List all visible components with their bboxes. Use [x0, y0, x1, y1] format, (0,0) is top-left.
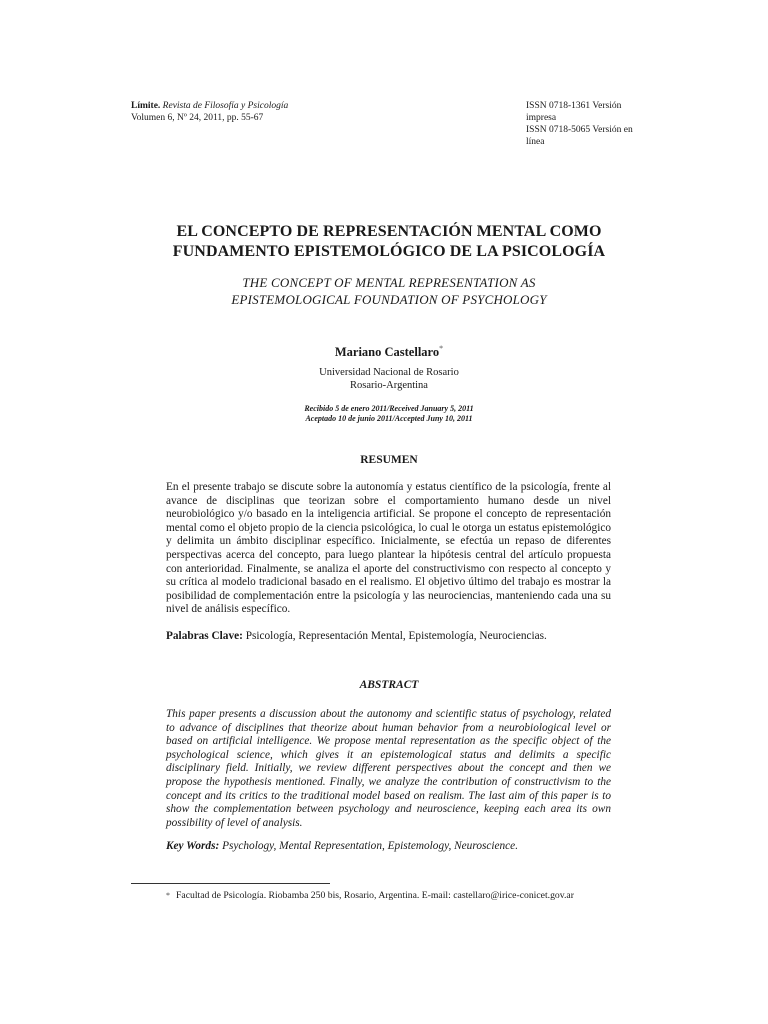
footnote-divider — [131, 883, 330, 884]
keywords-spanish — [166, 629, 611, 643]
keywords-english-list: Psychology, Mental Representation, Epistemology, Neuroscience. — [222, 840, 519, 852]
journal-title — [131, 100, 288, 112]
author — [131, 344, 647, 360]
resumen-heading: RESUMEN — [360, 454, 418, 466]
issn-online: ISSN 0718-5065 Versión en línea — [526, 125, 633, 147]
title-spanish — [131, 222, 647, 262]
resumen-text: En el presente trabajo se discute sobre la autonomía y estatus científico de la psicología, frente al avance de disciplinas que teorizan sobre el comportamiento humano desde un nivel neurobiológico y/o basado en la inteligencia artificial. Se propone el concepto de representación mental como el objeto propio de la ciencia psicológica, lo cual le otorga un estatus epistemológico y delimita un ámbito disciplinar específico. Inicialmente, se efectúa un repaso de diferentes perspectivas acerca del concepto, para luego plantear la hipótesis central del artículo propuesta con anterioridad. Finalmente, se analiza el aporte del constructivismo con respecto al concepto y su crítica al modelo tradicional basado en el realismo. El objetivo último del trabajo es mostrar la posibilidad de complementación entre la psicología y las neurociencias, manteniendo cada una su nivel de análisis específico. — [166, 481, 611, 616]
title-english — [131, 274, 647, 308]
keywords-spanish-label: Palabras Clave: — [166, 630, 243, 642]
title-english-line2: EPISTEMOLOGICAL FOUNDATION OF PSYCHOLOGY — [231, 292, 547, 307]
accepted-date: Aceptado 10 de junio 2011/Accepted Juny 10, 2011 — [305, 414, 473, 423]
journal-name: Límite. — [131, 101, 161, 111]
abstract-text: This paper presents a discussion about the autonomy and scientific status of psychology, related to advance of disciplines that theorize about human behavior from a neurobiological level or based on artificial intelligence. We propose mental representation as the specific object of the psychological science, which gives it an epistemological status and delimits a specific disciplinary field. Initially, we review different perspectives about the concept and then we propose the hypothesis mentioned. Finally, we analyze the contribution of constructivism to the concept and its critics to the traditional model based on realism. The last aim of this paper is to show the complementation between psychology and neuroscience, keeping each area its own possibility of level of analysis. — [166, 708, 611, 829]
title-block — [131, 222, 647, 308]
received-date: Recibido 5 de enero 2011/Received January 5, 2011 — [304, 404, 474, 413]
abstract-heading: ABSTRACT — [359, 679, 419, 691]
title-spanish-line1: EL CONCEPTO DE REPRESENTACIÓN MENTAL COMO — [176, 223, 602, 240]
volume-info: Volumen 6, Nº 24, 2011, pp. 55-67 — [131, 113, 264, 123]
keywords-english — [166, 839, 611, 853]
journal-info — [131, 100, 288, 124]
issn-info — [526, 100, 646, 148]
affiliation-line2: Rosario-Argentina — [350, 380, 428, 391]
title-spanish-line2: FUNDAMENTO EPISTEMOLÓGICO DE LA PSICOLOGÍA — [172, 243, 606, 260]
issn-print: ISSN 0718-1361 Versión impresa — [526, 101, 622, 123]
journal-subtitle: Revista de Filosofía y Psicología — [162, 101, 289, 111]
title-english-line1: THE CONCEPT OF MENTAL REPRESENTATION AS — [242, 275, 536, 290]
keywords-spanish-list: Psicología, Representación Mental, Epistemología, Neurociencias. — [245, 630, 547, 642]
author-footnote-mark: * — [439, 344, 444, 353]
footnote-mark: * — [166, 891, 170, 900]
footnote — [166, 890, 651, 902]
keywords-english-label: Key Words: — [166, 840, 220, 852]
footnote-text: Facultad de Psicología. Riobamba 250 bis, Rosario, Argentina. E-mail: castellaro@irice-conicet.gov.ar — [176, 890, 574, 901]
affiliation — [131, 366, 647, 392]
submission-dates — [131, 404, 647, 424]
affiliation-line1: Universidad Nacional de Rosario — [319, 367, 459, 378]
author-name: Mariano Castellaro — [334, 345, 440, 360]
